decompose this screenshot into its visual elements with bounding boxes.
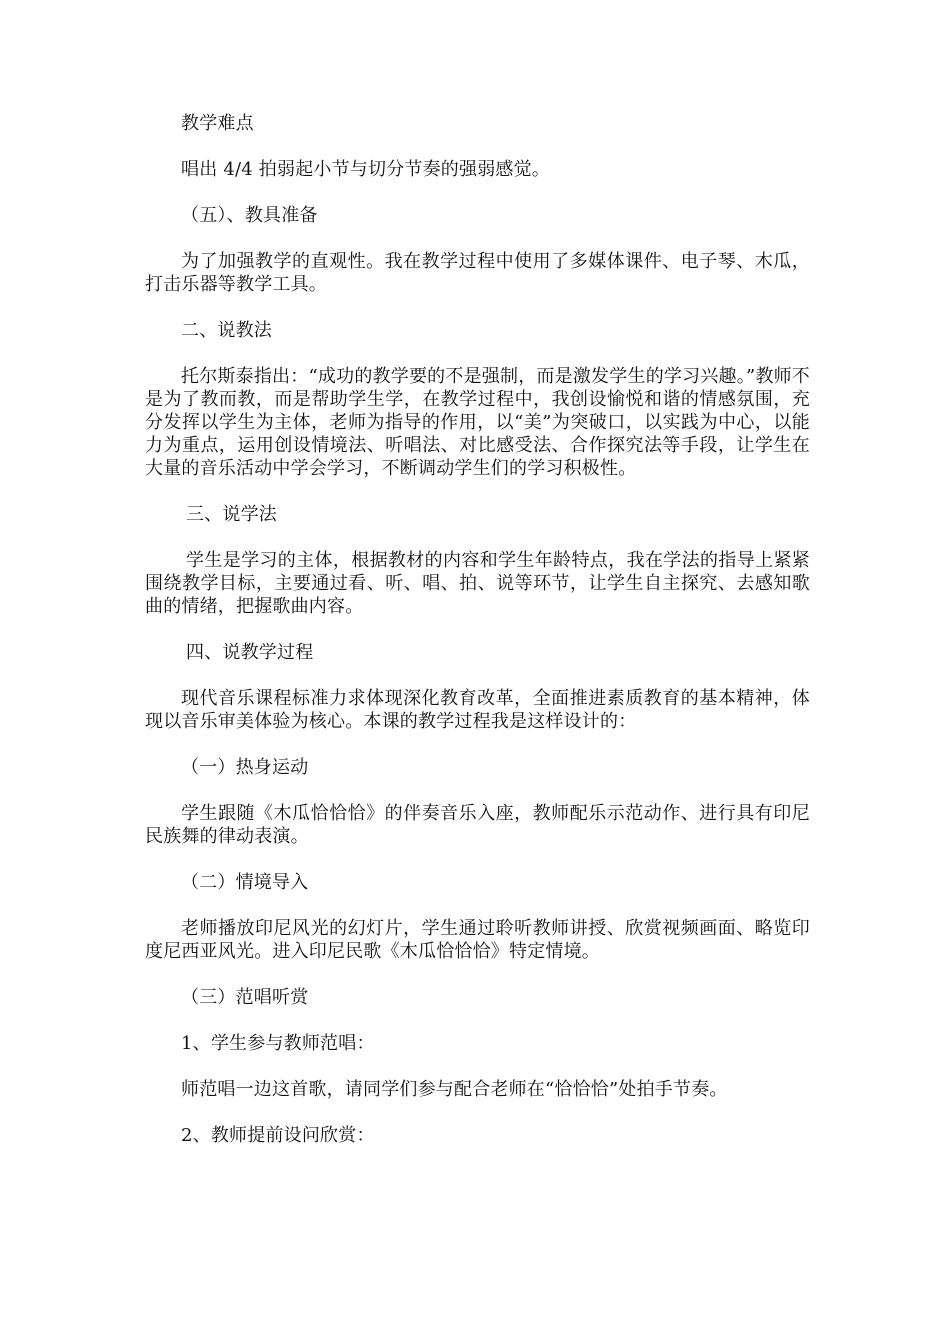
- heading-teaching-difficulty: 教学难点: [181, 113, 254, 134]
- heading-teaching-tools: （五）、教具准备: [181, 205, 318, 226]
- paragraph-difficulty-detail: 唱出 4/4 拍弱起小节与切分节奏的强弱感觉。: [181, 159, 551, 180]
- paragraph-teaching-process: 现代音乐课程标准力求体现深化教育改革，全面推进素质教育的基本精神，体现以音乐审美体验为核心。本课的教学过程我是这样设计的：: [145, 688, 810, 732]
- paragraph-learning-method: 学生是学习的主体，根据教材的内容和学生年龄特点，我在学法的指导上紧紧围绕教学目标，主要通过看、听、唱、拍、说等环节，让学生自主探究、去感知歌曲的情绪，把握歌曲内容。: [145, 550, 810, 617]
- heading-teaching-method: 二、说教法: [181, 320, 272, 341]
- heading-scenario-intro: （二）情境导入: [181, 872, 309, 893]
- heading-warm-up: （一）热身运动: [181, 757, 309, 778]
- heading-learning-method: 三、说学法: [186, 504, 277, 525]
- paragraph-step-1-detail: 师范唱一边这首歌，请同学们参与配合老师在“恰恰恰”处拍手节奏。: [181, 1079, 728, 1100]
- heading-demo-listening: （三）范唱听赏: [181, 987, 309, 1008]
- paragraph-step-2: 2、教师提前设问欣赏：: [181, 1125, 375, 1146]
- heading-teaching-process: 四、说教学过程: [186, 642, 314, 663]
- paragraph-warm-up: 学生跟随《木瓜恰恰恰》的伴奏音乐入座，教师配乐示范动作、进行具有印尼民族舞的律动表演。: [145, 803, 810, 847]
- paragraph-teaching-method: 托尔斯泰指出：“成功的教学要的不是强制，而是激发学生的学习兴趣。”教师不是为了教而教，而是帮助学生学，在教学过程中，我创设愉悦和谐的情感氛围，充分发挥以学生为主体，老师为指导的作用，以“美”为突破口，以实践为中心，以能力为重点，运用创设情境法、听唱法、对比感受法、合作探究法等手段，让学生在大量的音乐活动中学会学习，不断调动学生们的学习积极性。: [145, 366, 810, 479]
- paragraph-teaching-tools: 为了加强教学的直观性。我在教学过程中使用了多媒体课件、电子琴、木瓜，打击乐器等教学工具。: [145, 251, 810, 295]
- paragraph-step-1: 1、学生参与教师范唱：: [181, 1033, 375, 1054]
- document-body: [145, 112, 810, 1170]
- paragraph-scenario-intro: 老师播放印尼风光的幻灯片，学生通过聆听教师讲授、欣赏视频画面、略览印度尼西亚风光。进入印尼民歌《木瓜恰恰恰》特定情境。: [145, 918, 810, 962]
